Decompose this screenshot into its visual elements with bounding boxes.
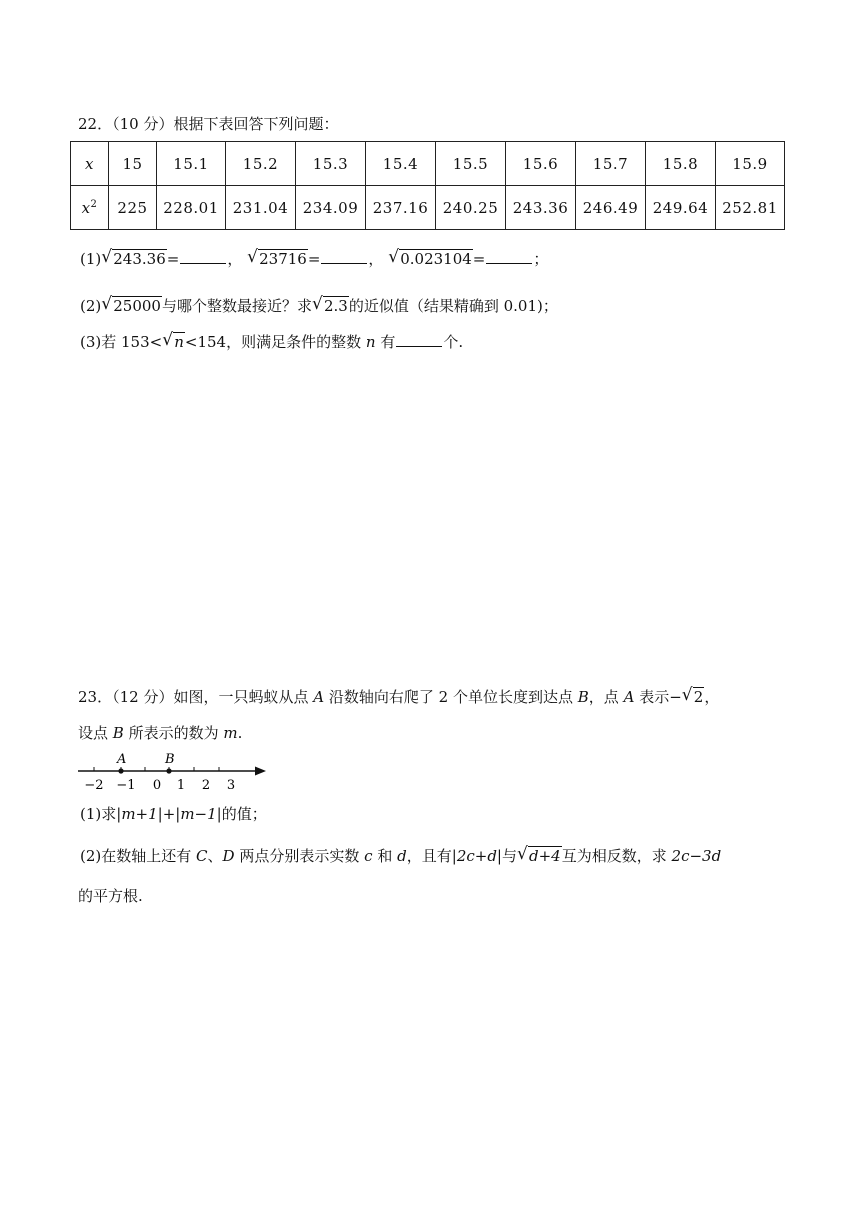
table-cell: 15.4 [366, 142, 436, 186]
row-label-x-squared: $x^2$ [71, 186, 109, 230]
sqrt-expression: √ 25000 [101, 294, 161, 315]
table-cell: 225 [109, 186, 157, 230]
table-cell: 15.8 [646, 142, 716, 186]
table-cell: 15.3 [296, 142, 366, 186]
table-cell: 15.7 [576, 142, 646, 186]
answer-blank[interactable] [486, 251, 532, 264]
sqrt-expression: √ n [162, 330, 184, 351]
q23-line1: 23．（12 分）如图，一只蚂蚁从点 A 沿数轴向右爬了 2 个单位长度到达点 B，点 A 表示− √ 2， [78, 685, 720, 706]
q23-part2-line1: (2)在数轴上还有 C、D 两点分别表示实数 c 和 d，且有|2c+d|与 √ d+4互为相反数，求 2c−3d [80, 844, 722, 865]
table-cell: 15.2 [226, 142, 296, 186]
table-cell: 15.5 [436, 142, 506, 186]
tick-label: 2 [201, 778, 211, 793]
point-a-dot [118, 768, 123, 773]
table-cell: 234.09 [296, 186, 366, 230]
q22-part3: (3)若 153< √ n<154，则满足条件的整数 n 有 个. [80, 330, 464, 351]
point-b-label: B [165, 752, 175, 767]
table-cell: 228.01 [157, 186, 226, 230]
table-row-x [71, 142, 785, 186]
table-cell: 15.9 [716, 142, 785, 186]
point-b-dot [166, 768, 171, 773]
table-cell: 240.25 [436, 186, 506, 230]
answer-blank[interactable] [396, 334, 442, 347]
sqrt-expression: √ d+4 [517, 844, 561, 865]
tick-label: −2 [84, 778, 104, 793]
sqrt-expression: √ 0.023104 [388, 247, 472, 268]
table-cell: 231.04 [226, 186, 296, 230]
table-cell: 252.81 [716, 186, 785, 230]
sqrt-expression: √ 243.36 [101, 247, 166, 268]
answer-blank[interactable] [321, 251, 367, 264]
squares-table [70, 141, 785, 230]
row-label-x: x [71, 142, 109, 186]
q23-part1: (1)求|m+1|+|m−1|的值； [80, 805, 267, 823]
tick-label: 3 [226, 778, 236, 793]
answer-blank[interactable] [180, 251, 226, 264]
q22-part2: (2) √ 25000与哪个整数最接近？求 √ 2.3的近似值（结果精确到 0.01)； [80, 294, 558, 315]
q22-header: 22．（10 分）根据下表回答下列问题： [78, 115, 339, 133]
point-a-label: A [117, 752, 127, 767]
tick-label: −1 [116, 778, 136, 793]
number-line-figure [74, 748, 274, 796]
q23-line2: 设点 B 所表示的数为 m. [78, 724, 243, 742]
tick-label: 0 [152, 778, 162, 793]
table-cell: 246.49 [576, 186, 646, 230]
q22-part1: (1) √ 243.36= ， √ 23716= ， √ 0.023104= ； [80, 247, 549, 268]
sqrt-expression: √ 23716 [247, 247, 307, 268]
q23-part2-line2: 的平方根. [78, 887, 143, 905]
table-cell: 237.16 [366, 186, 436, 230]
axis-arrow-icon [255, 767, 266, 776]
table-cell: 243.36 [506, 186, 576, 230]
sqrt-expression: √ 2 [681, 685, 704, 706]
tick-label: 1 [176, 778, 186, 793]
table-row-x-squared [71, 186, 785, 230]
table-cell: 249.64 [646, 186, 716, 230]
table-cell: 15.1 [157, 142, 226, 186]
sqrt-expression: √ 2.3 [311, 294, 348, 315]
table-cell: 15 [109, 142, 157, 186]
table-cell: 15.6 [506, 142, 576, 186]
